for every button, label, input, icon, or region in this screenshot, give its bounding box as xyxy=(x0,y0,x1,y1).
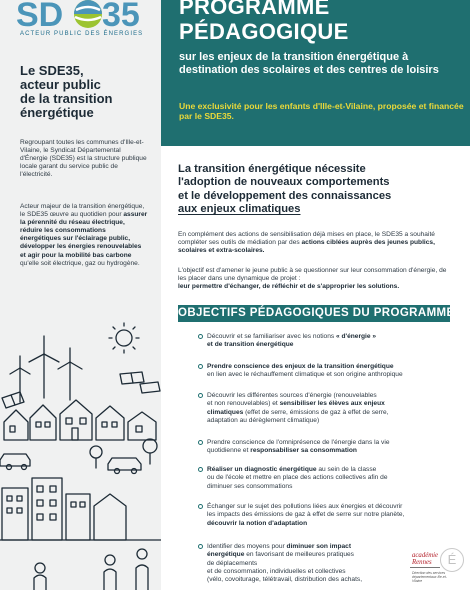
sde35-logo xyxy=(16,0,146,32)
academie-emblem-icon: É xyxy=(440,548,464,572)
text-span: L'objectif est d'amener le jeune public à se questionner sur leur consommation d'énergie, de les placer dans une dynamique de projet : xyxy=(178,267,447,283)
main-heading xyxy=(178,163,458,217)
text-span: quotidienne et xyxy=(207,447,251,455)
academie-name xyxy=(412,552,438,566)
text-span: de déplacements xyxy=(207,559,258,567)
objectives-banner: OBJECTIFS PÉDAGOGIQUES DU PROGRAMME xyxy=(178,305,450,322)
wind-turbine-icon xyxy=(10,336,82,402)
bold-span: énergétique xyxy=(207,551,245,559)
energy-city-illustration xyxy=(0,318,161,590)
sidebar-paragraph-intro: Regroupant toutes les communes d'Ille-et-Vilaine, le Syndicat Départemental d'Énergie (SDE35) est la structure publique locale garant du service public de l'électricité. xyxy=(20,139,147,179)
academie-name-line: académie xyxy=(412,552,439,559)
bold-span: Prendre conscience des enjeux de la transition énergétique xyxy=(207,363,394,370)
academie-name-line: Rennes xyxy=(412,559,432,566)
list-item xyxy=(198,363,403,380)
text-span: (effet de serre, émissions de gaz à effet de serre, xyxy=(243,408,389,416)
text-span: et de consommation, individuelles et collectives xyxy=(207,567,346,575)
objective-paragraph xyxy=(178,267,456,292)
text-span: en favorisant de meilleures pratiques xyxy=(244,551,354,559)
bold-span: leur permettre d'échanger, de réfléchir et de s'approprier les solutions. xyxy=(178,283,400,291)
sidebar-paragraph-mission xyxy=(20,203,148,268)
text-span: qu'elle soit électrique, gaz ou hydrogène. xyxy=(20,259,140,267)
text-span: (vélo, covoiturage, télétravail, distribution des achats, xyxy=(207,576,363,584)
list-item xyxy=(198,439,390,456)
text-span: diminuer ses consommations xyxy=(207,482,293,490)
bold-span: diminuer son impact xyxy=(286,543,352,550)
logo-text-left: SD xyxy=(16,0,64,32)
main-heading-line: l'adoption de nouveaux comportements xyxy=(178,176,390,189)
divider xyxy=(410,567,440,568)
bold-span: Réaliser un diagnostic énergétique xyxy=(207,466,317,473)
text-span: Découvrir les différentes sources d'énergie (renouvelables xyxy=(207,392,377,399)
academie-direction: Direction des services départementaux Ille-et-Vilaine xyxy=(412,571,447,583)
text-span: les impacts des émissions de gaz à effet de serre sur notre planète, xyxy=(207,511,405,519)
car-icon xyxy=(0,454,141,474)
bold-span: actions ciblées auprès des jeunes publics, scolaires et extra-scolaires. xyxy=(178,239,435,255)
program-title-line: PÉDAGOGIQUE xyxy=(179,19,349,44)
sun-icon xyxy=(109,323,139,353)
header-banner xyxy=(161,0,470,146)
sidebar-title-line: Le SDE35, xyxy=(20,63,84,78)
bullet-icon xyxy=(198,544,203,549)
sidebar-title-line: de la transition xyxy=(20,91,113,106)
tree-icon xyxy=(90,439,157,468)
bold-span: sensibiliser les élèves aux enjeux xyxy=(279,400,385,408)
list-item xyxy=(198,333,376,350)
text-span: et non renouvelables) et xyxy=(207,400,280,408)
program-title-line: PROGRAMME xyxy=(179,0,330,19)
text-span: au sein de la classe xyxy=(316,466,377,473)
exclusivity-note: Une exclusivité pour les enfants d'Ille-et-Vilaine, proposée et financée par le SDE35. xyxy=(179,101,464,121)
tagline: ACTEUR PUBLIC DES ÉNERGIES xyxy=(20,31,144,37)
intro-paragraph xyxy=(178,231,456,256)
academie-rennes-logo xyxy=(402,543,466,590)
bullet-icon xyxy=(198,364,203,369)
main-heading-line: aux enjeux climatiques xyxy=(178,203,301,216)
bullet-icon xyxy=(198,467,203,472)
list-item xyxy=(198,392,389,425)
text-span: Acteur majeur de la transition énergétique, le SDE35 œuvre au quotidien pour xyxy=(20,203,145,219)
text-span: en lien avec le réchauffement climatique et son origine anthropique xyxy=(207,371,403,379)
text-span: ou de l'école et mettre en place des actions collectives afin de xyxy=(207,474,388,482)
list-item xyxy=(198,543,362,584)
main-heading-line: et le développement des connaissances xyxy=(178,189,392,202)
sidebar-title-line: énergétique xyxy=(20,105,94,120)
house-icon xyxy=(4,400,156,440)
sidebar xyxy=(0,0,161,590)
list-item xyxy=(198,503,404,528)
sidebar-title xyxy=(20,64,145,120)
bullet-icon xyxy=(198,504,203,509)
bold-span: assurer la pérennité du réseau électrique, réduire les consommations énergétiques sur l'éclairage public, développer les énergies renouvelables et agir pour la mobilité bas carbone xyxy=(20,211,148,259)
logo-text-right: 35 xyxy=(102,0,140,32)
sidebar-title-line: acteur public xyxy=(20,77,101,92)
text-span: Prendre conscience de l'omniprésence de l'énergie dans la vie xyxy=(207,439,390,446)
bullet-icon xyxy=(198,393,203,398)
bold-span: responsabiliser sa consommation xyxy=(250,447,357,455)
program-title xyxy=(179,0,469,44)
text-span: Échanger sur le sujet des pollutions liées aux énergies et découvrir xyxy=(207,503,403,510)
bold-span: climatiques xyxy=(207,408,244,416)
bullet-icon xyxy=(198,334,203,339)
program-subtitle: sur les enjeux de la transition énergétique à destination des scolaires et des centres de loisirs xyxy=(179,51,439,76)
text-span: adaptation au dérèglement climatique) xyxy=(207,416,320,424)
logo-globe-icon xyxy=(74,0,102,28)
list-item xyxy=(198,466,388,491)
main-heading-line: La transition énergétique nécessite xyxy=(178,163,366,175)
bullet-icon xyxy=(198,440,203,445)
bold-span: découvrir la notion d'adaptation xyxy=(207,519,308,527)
solar-panel-icon xyxy=(2,372,160,408)
text-span: Identifier des moyens pour xyxy=(207,543,287,550)
text-span: En complément des actions de sensibilisation déjà mises en place, le SDE35 a souhaité compléter ses outils de médiation par des xyxy=(178,231,435,247)
bold-span: et de transition énergétique xyxy=(207,341,294,349)
text-span: Découvrir et se familiariser avec les notions xyxy=(207,333,336,340)
bold-span: « d'énergie » xyxy=(336,333,377,340)
